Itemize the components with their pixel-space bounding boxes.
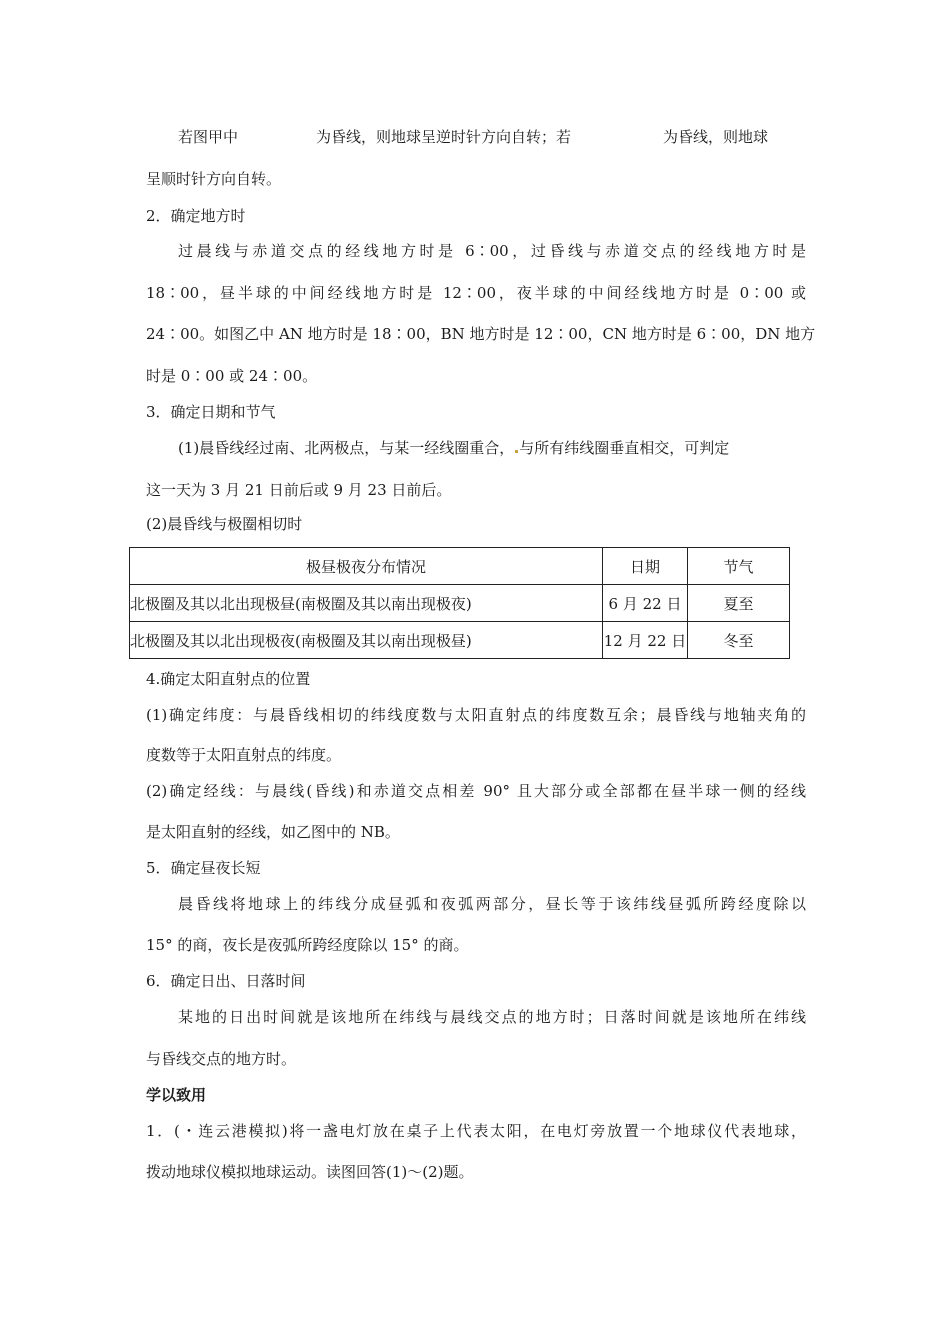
- table-row: [130, 622, 790, 659]
- section-heading: 6．确定日出、日落时间: [146, 972, 306, 990]
- table-header-cell: 节气: [688, 548, 790, 585]
- paragraph-rotation: [178, 127, 806, 147]
- paragraph-line: 某地的日出时间就是该地所在纬线与晨线交点的地方时；日落时间就是该地所在纬线: [178, 1008, 806, 1026]
- question-line: 拨动地球仪模拟地球运动。读图回答(1)～(2)题。: [146, 1163, 474, 1181]
- text-fragment: 与所有纬线圈垂直相交，可判定: [519, 439, 730, 457]
- table-cell: 北极圈及其以北出现极夜(南极圈及其以南出现极昼): [130, 622, 603, 659]
- paragraph-line: 度数等于太阳直射点的纬度。: [146, 746, 342, 764]
- table-cell: 夏至: [688, 585, 790, 622]
- section-heading: 2．确定地方时: [146, 207, 246, 225]
- table-header-row: [130, 548, 790, 585]
- text-fragment: (1)晨昏线经过南、北两极点，与某一经线圈重合，: [178, 439, 515, 457]
- table-header-cell: 日期: [603, 548, 688, 585]
- section-heading: 4.确定太阳直射点的位置: [146, 670, 311, 688]
- table-header-cell: 极昼极夜分布情况: [130, 548, 603, 585]
- section-heading: 3．确定日期和节气: [146, 403, 276, 421]
- paragraph-line: 呈顺时针方向自转。: [146, 170, 282, 188]
- section-heading-practice: 学以致用: [146, 1086, 207, 1104]
- text-fragment: 为昏线，则地球呈逆时针方向自转；若: [316, 128, 572, 146]
- question-line: 1．(・连云港模拟)将一盏电灯放在桌子上代表太阳，在电灯旁放置一个地球仪代表地球，: [146, 1122, 806, 1140]
- text-fragment: 为昏线，则地球: [663, 128, 769, 146]
- paragraph-line: 与昏线交点的地方时。: [146, 1050, 297, 1068]
- paragraph-line: (2)确定经线：与晨线(昏线)和赤道交点相差 90° 且大部分或全部都在昼半球一侧的经线: [146, 782, 806, 800]
- paragraph-line: 这一天为 3 月 21 日前后或 9 月 23 日前后。: [146, 481, 452, 499]
- table-cell: 6 月 22 日: [603, 585, 688, 622]
- paragraph-line: (2)晨昏线与极圈相切时: [146, 515, 303, 533]
- section-heading: 5．确定昼夜长短: [146, 859, 261, 877]
- polar-day-night-table: [129, 547, 790, 659]
- paragraph-line: 晨昏线将地球上的纬线分成昼弧和夜弧两部分，昼长等于该纬线昼弧所跨经度除以: [178, 895, 806, 913]
- paragraph-line: 过晨线与赤道交点的经线地方时是 6∶00，过昏线与赤道交点的经线地方时是: [178, 242, 806, 260]
- table-cell: 冬至: [688, 622, 790, 659]
- text-fragment: 若图甲中: [178, 128, 239, 146]
- paragraph-line: [178, 438, 806, 458]
- table-cell: 12 月 22 日: [603, 622, 688, 659]
- paragraph-line: 是太阳直射的经线，如乙图中的 NB。: [146, 823, 400, 841]
- paragraph-line: 18∶00，昼半球的中间经线地方时是 12∶00，夜半球的中间经线地方时是 0∶00 或: [146, 284, 806, 302]
- paragraph-line: 时是 0∶00 或 24∶00。: [146, 367, 318, 385]
- paragraph-line: 24∶00。如图乙中 AN 地方时是 18∶00，BN 地方时是 12∶00，CN 地方时是 6∶00，DN 地方: [146, 325, 816, 343]
- table-cell: 北极圈及其以北出现极昼(南极圈及其以南出现极夜): [130, 585, 603, 622]
- mark-dot: [515, 450, 518, 453]
- paragraph-line: (1)确定纬度：与晨昏线相切的纬线度数与太阳直射点的纬度数互余；晨昏线与地轴夹角的: [146, 706, 806, 724]
- table-row: [130, 585, 790, 622]
- paragraph-line: 15° 的商，夜长是夜弧所跨经度除以 15° 的商。: [146, 936, 469, 954]
